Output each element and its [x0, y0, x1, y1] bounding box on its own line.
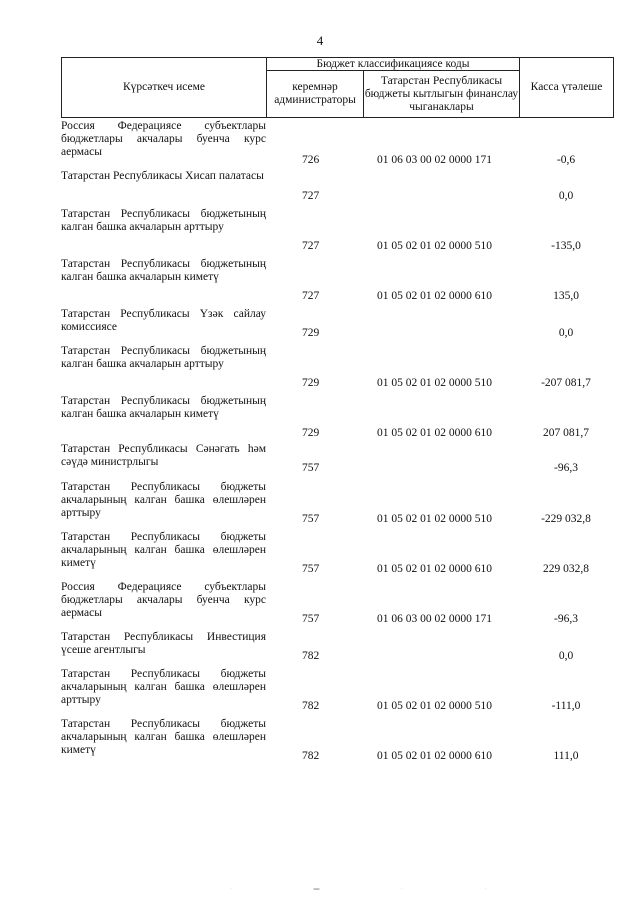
- row-cash: -135,0: [551, 240, 581, 252]
- row-cash: 0,0: [558, 650, 574, 662]
- row-source: 01 06 03 00 02 0000 171: [377, 613, 492, 625]
- row-source: 01 05 02 01 02 0000 510: [377, 700, 492, 712]
- row-admin: 729: [302, 377, 320, 389]
- table-row: [61, 308, 614, 340]
- row-source: 01 05 02 01 02 0000 510: [377, 513, 492, 525]
- table-row: [61, 631, 614, 663]
- row-admin: 729: [302, 327, 320, 339]
- table-row: [61, 443, 614, 475]
- row-cash: 0,0: [558, 327, 574, 339]
- row-source: 01 05 02 01 02 0000 610: [377, 750, 492, 762]
- header-indicator-name: Күрсәткеч исеме: [62, 58, 267, 117]
- row-name: Татарстан Республикасы бюджеты акчаларының калган башка өлешләрен арттыру: [61, 668, 266, 706]
- table-row: [61, 345, 614, 390]
- table-header: [61, 57, 614, 118]
- table-row: [61, 258, 614, 303]
- row-cash: -207 081,7: [541, 377, 591, 389]
- page-number: 4: [316, 33, 324, 48]
- row-name: Татарстан Республикасы бюджеты акчаларының калган башка өлешләрен киметү: [61, 531, 266, 569]
- scan-artifacts: · ▬ · ·: [230, 886, 527, 892]
- row-cash: -96,3: [554, 613, 578, 625]
- row-admin: 782: [302, 750, 320, 762]
- row-cash: -111,0: [551, 700, 581, 712]
- row-name: Россия Федерациясе субъектлары бюджетлары акчалары буенча курс аермасы: [61, 581, 266, 619]
- row-cash: -96,3: [554, 462, 578, 474]
- row-admin: 727: [302, 290, 320, 302]
- row-admin: 757: [302, 462, 320, 474]
- row-name: Татарстан Республикасы Инвестиция үсеше агентлыгы: [61, 631, 266, 656]
- table-row: [61, 120, 614, 167]
- table-row: [61, 208, 614, 253]
- row-name: Татарстан Республикасы Сәнәгать һәм сәүдә министрлыгы: [61, 443, 266, 468]
- row-name: Россия Федерациясе субъектлары бюджетлары акчалары буенча курс аермасы: [61, 120, 266, 158]
- row-admin: 782: [302, 700, 320, 712]
- row-cash: -0,6: [556, 154, 576, 166]
- header-cash: Касса үтәлеше: [530, 81, 603, 93]
- row-source: 01 06 03 00 02 0000 171: [377, 154, 492, 166]
- row-admin: 782: [302, 650, 320, 662]
- header-source: Татарстан Республикасы бюджеты кытлыгын финанслау чыганаклары: [364, 71, 520, 117]
- row-admin: 726: [302, 154, 320, 166]
- table-row: [61, 718, 614, 763]
- row-name: Татарстан Республикасы бюджетының калган башка акчаларын арттыру: [61, 345, 266, 370]
- row-source: 01 05 02 01 02 0000 610: [377, 427, 492, 439]
- row-admin: 757: [302, 563, 320, 575]
- row-cash: 0,0: [558, 190, 574, 202]
- row-admin: 757: [302, 513, 320, 525]
- row-cash: 135,0: [553, 290, 579, 302]
- row-admin: 729: [302, 427, 320, 439]
- row-name: Татарстан Республикасы бюджеты акчаларының калган башка өлешләрен арттыру: [61, 481, 266, 519]
- row-admin: 757: [302, 613, 320, 625]
- table-row: [61, 668, 614, 713]
- row-cash: 229 032,8: [543, 563, 589, 575]
- table-row: [61, 581, 614, 626]
- row-cash: -229 032,8: [541, 513, 591, 525]
- header-budget-code: Бюджет классификациясе коды: [267, 58, 520, 71]
- row-name: Татарстан Республикасы бюджеты акчаларының калган башка өлешләрен киметү: [61, 718, 266, 756]
- row-source: 01 05 02 01 02 0000 510: [377, 240, 492, 252]
- row-cash: 111,0: [553, 750, 579, 762]
- row-source: 01 05 02 01 02 0000 610: [377, 290, 492, 302]
- header-admin: керемнәр администраторы: [267, 71, 364, 117]
- table-row: [61, 531, 614, 576]
- row-name: Татарстан Республикасы бюджетының калган башка акчаларын киметү: [61, 258, 266, 283]
- table-row: [61, 170, 614, 203]
- table-row: [61, 481, 614, 526]
- row-name: Татарстан Республикасы Үзәк сайлау комиссиясе: [61, 308, 266, 333]
- row-name: Татарстан Республикасы бюджетының калган башка акчаларын киметү: [61, 395, 266, 420]
- row-source: 01 05 02 01 02 0000 510: [377, 377, 492, 389]
- row-name: Татарстан Республикасы бюджетының калган башка акчаларын арттыру: [61, 208, 266, 233]
- table-body: [61, 120, 614, 763]
- row-name: Татарстан Республикасы Хисап палатасы: [61, 170, 264, 182]
- table-row: [61, 395, 614, 440]
- row-admin: 727: [302, 240, 320, 252]
- row-admin: 727: [302, 190, 320, 202]
- row-source: 01 05 02 01 02 0000 610: [377, 563, 492, 575]
- row-cash: 207 081,7: [543, 427, 589, 439]
